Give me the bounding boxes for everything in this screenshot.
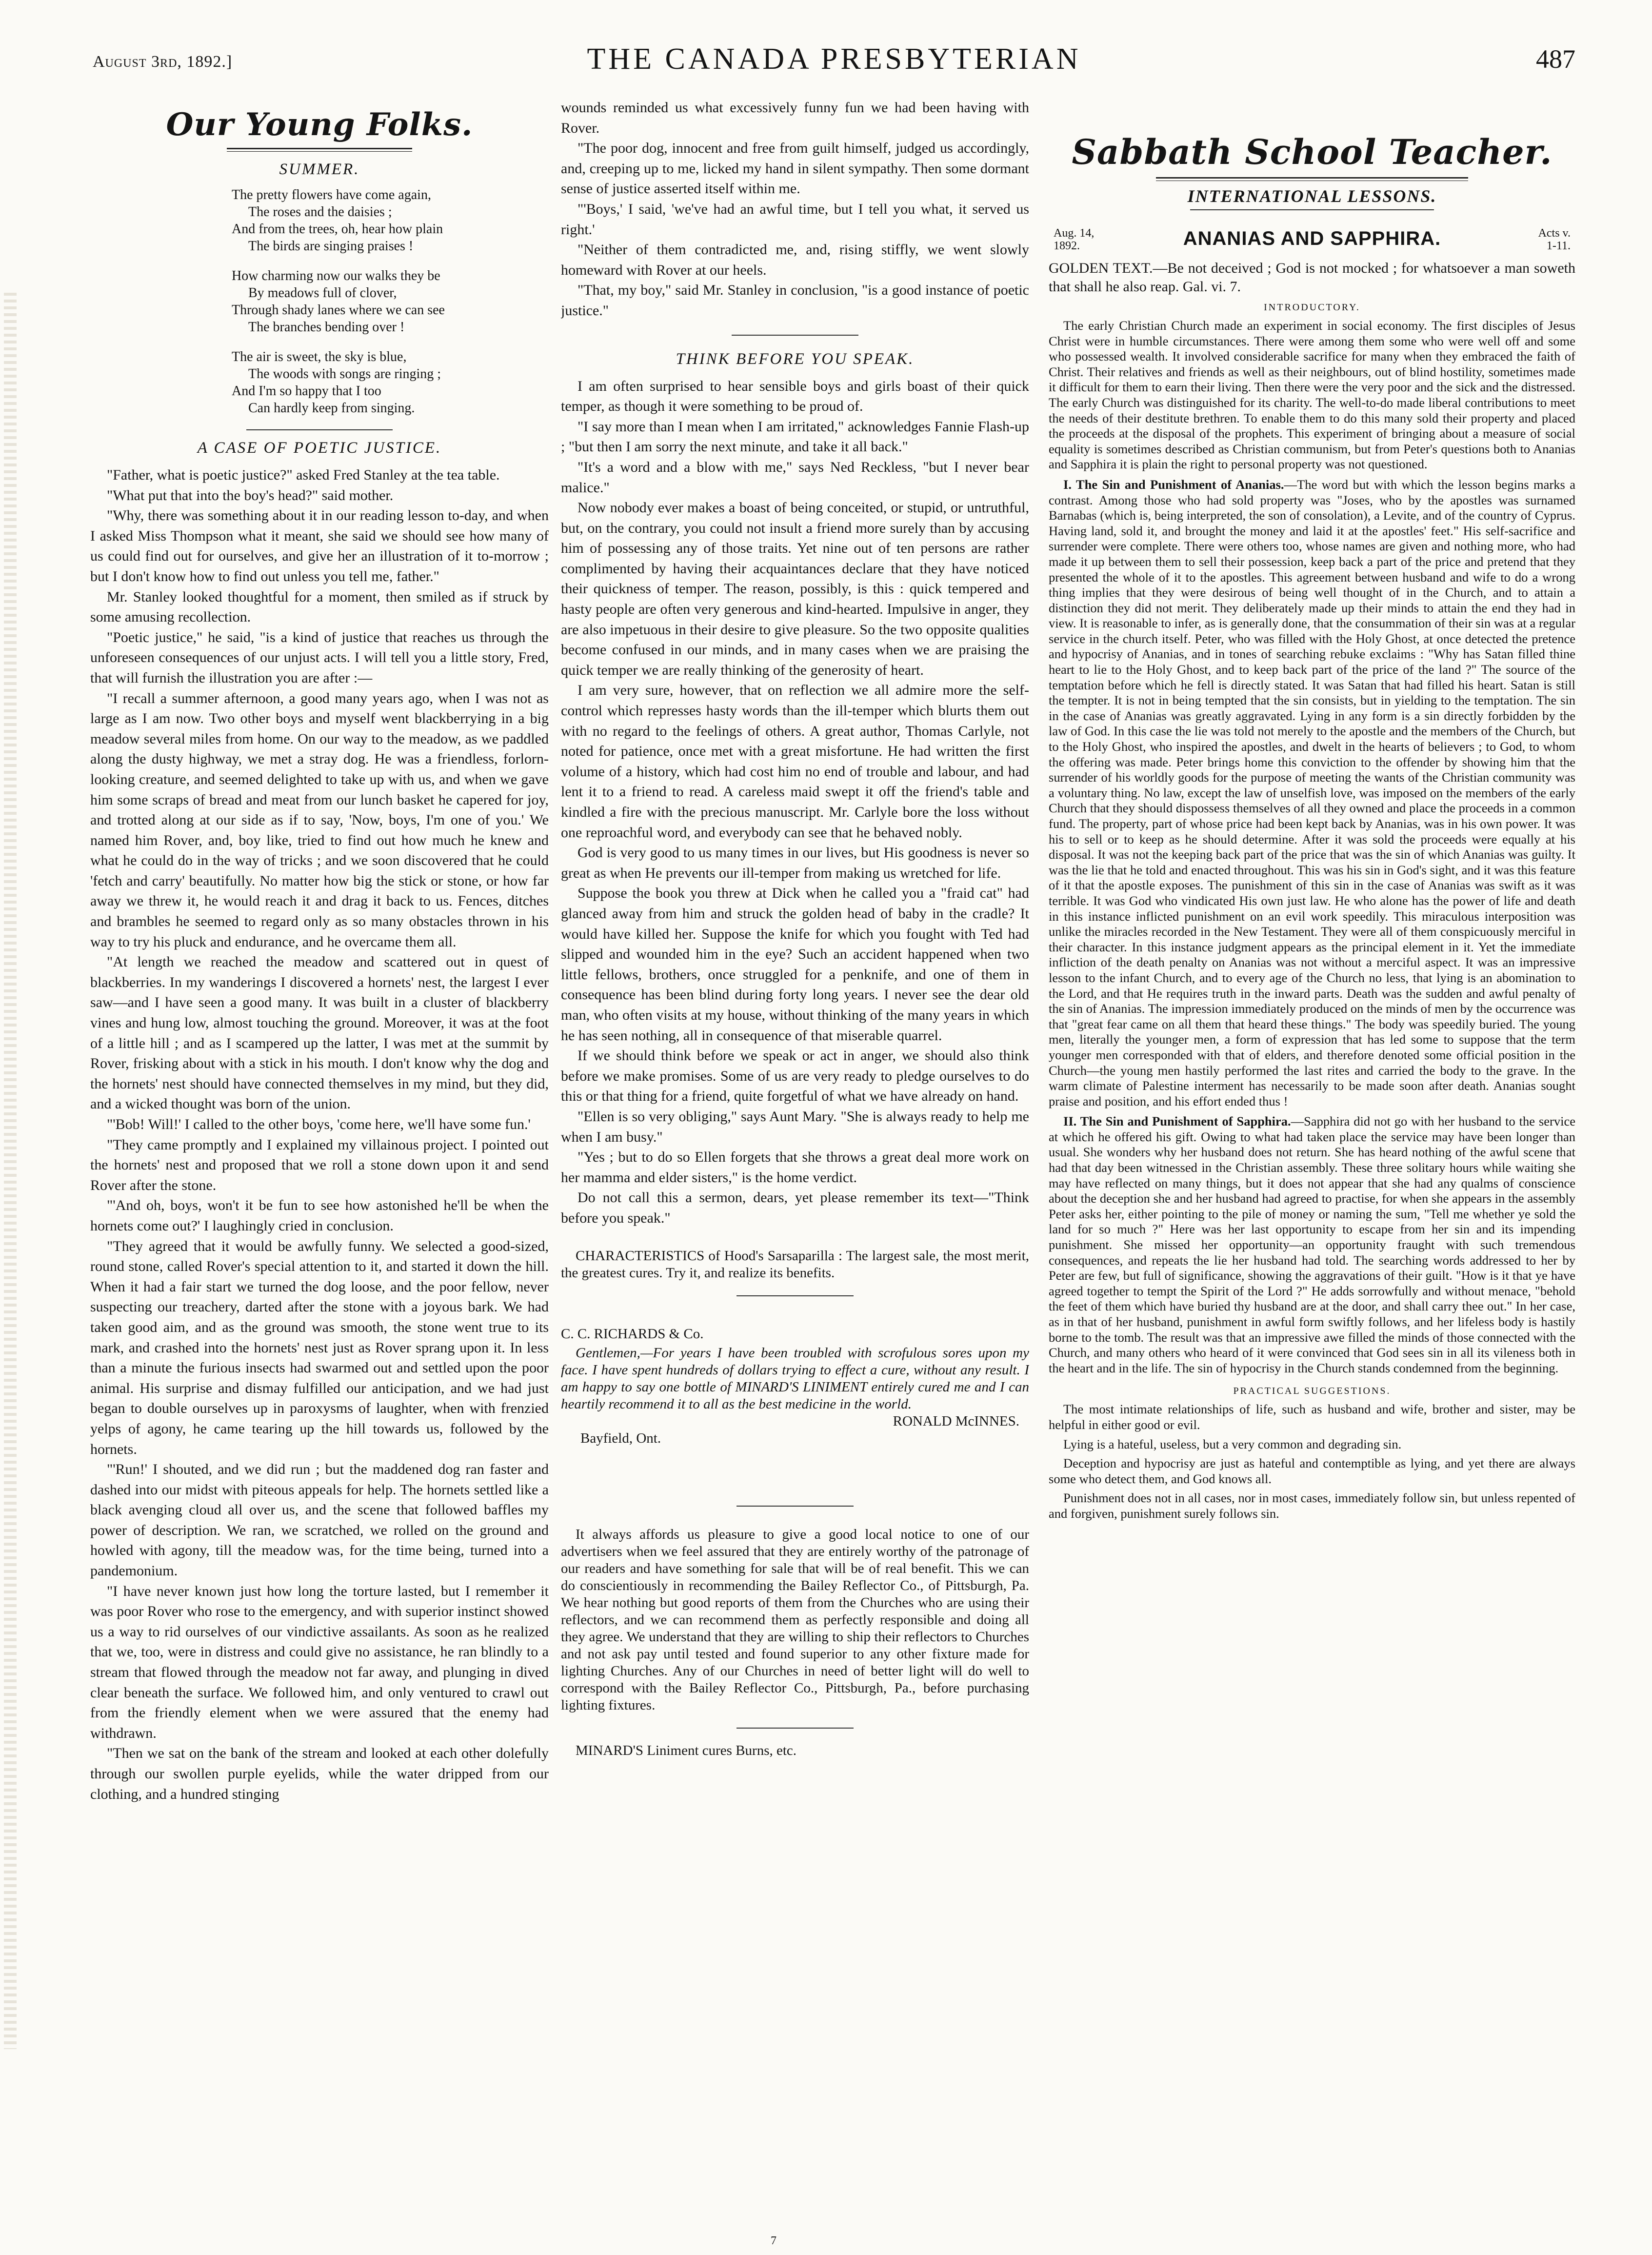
letter-signature: RONALD McINNES. <box>893 1413 1019 1430</box>
story-continuation <box>561 98 1029 321</box>
paragraph: I. The Sin and Punishment of Ananias.—The word but with which the lesson begins marks a contrast. Among those who had sold property was "Joses, who by the apostles was surnamed Barnabas (which is, being interpreted, the son of consolation), a Levite, and of the country of Cyprus. Having land, sold it, and brought the money and laid it at the apostles' feet." His self-sacrifice and surrender were complete. There were others too, whose names are given and nothing more, who had made it up between them to sell their possession, keep back a part of the price and pretend that they presented the whole of it to the apostles. This agreement between husband and wife to do a wrong thing implies that they were desirous of being well thought of in the Church, and to attain a distinction they did not merit. They deliberately made up their minds to attain the end they had in view. It is reasonable to infer, as is generally done, that the consummation of their sin was at a regular service in the church itself. Peter, who was filled with the Holy Ghost, at once detected the pretence and hypocrisy of Ananias, and in tones of searching rebuke exclaims : "Why has Satan filled thine heart to lie to the Holy Ghost, and to keep back part of the price of the land ?" The source of the temptation before which he fell is directly stated. It was Satan that had filled his heart. Satan is still the tempter. It is not in being tempted that the sin consists, but in yielding to the temptation. The sin in the case of Ananias was greatly aggravated. Lying in any form is a sin directly forbidden by the law of God. In this case the lie was told not merely to the apostle and the members of the Church, but to the Holy Ghost, who inspired the apostles, and dwelt in the hearts of believers ; to God, to whom the offering was made. Peter brings home this conviction to the offender by showing him that the surrender of his worldly goods for the purpose of meeting the wants of the Christian community was a voluntary thing. No law, except the law of unselfish love, was imposed on the members of the early Church that they should dispossess themselves of all they owned and place the proceeds in a common fund. The property, part of whose price had been kept back by Ananias, was in his own power. It was his to sell or to keep as he should determine. After it was sold the proceeds were equally at his disposal. It was not the keeping back part of the price that was the sin of which Ananias was guilty. It was the lie that he told and enacted throughout. This was his sin in God's sight, and it was this feature of it that the apostle exposes. The punishment of this sin in the case of Ananias was swift as it was terrible. It was God who vindicated His own just law. He who alone has the power of life and death in this instance inflicted punishment on an evil work speedily. This miraculous interposition was unlike the miracles recorded in the New Testament. They were all of them conspicuously merciful in their character. In this instance judgment appears as the principal element in it. Yet the immediate infliction of the death penalty on Ananias was not without a merciful aspect. It was an impressive lesson to the infant Church, and to every age of the Church no less, that lying is an abomination to the Lord, and that He requires truth in the inward parts. Death was the sudden and awful penalty of the sin of Ananias. The impression immediately produced on the minds of men by the occurrence was that "great fear came on all them that heard these things." The body was speedily buried. The young men, literally the younger men, a form of expression that has led some to suppose that the term younger men corresponded with that of elders, and therefore denoted some official position in the Church—the young men hastily performed the last rites and carried the body to the grave. In the warm climate of Palestine interment has necessarily to be made soon after death. Ananias sought praise and position, and his effort ended thus ! <box>1049 477 1575 1108</box>
lesson-title: ANANIAS AND SAPPHIRA. <box>1183 228 1441 249</box>
page-number: 487 <box>1536 44 1575 74</box>
masthead-rule <box>227 148 412 152</box>
poem-line: The woods with songs are ringing ; <box>248 366 441 382</box>
paragraph: "'Boys,' I said, 'we've had an awful time, but I tell you what, it served us right.' <box>561 201 1029 238</box>
poem-line: The air is sweet, the sky is blue, <box>232 349 407 364</box>
minard-burns-ad <box>561 1742 1029 1759</box>
ad-rule <box>736 1295 854 1296</box>
practical-heading: PRACTICAL SUGGESTIONS. <box>1233 1386 1391 1397</box>
think-title: THINK BEFORE YOU SPEAK. <box>676 350 915 368</box>
suggestion: Punishment does not in all cases, nor in most cases, immediately follow sin, but unless repented of and forgiven, punishment surely follows sin. <box>1049 1490 1575 1521</box>
column-young-folks <box>90 98 549 2225</box>
poem-stanza <box>232 267 549 336</box>
story-title: A CASE OF POETIC JUSTICE. <box>197 439 442 457</box>
ad-text: MINARD'S Liniment cures Burns, etc. <box>576 1743 797 1759</box>
paragraph: "I recall a summer afternoon, a good many years ago, when I was not as large as I am now. Two other boys and myself went blackberrying in a big meadow several miles from home. On our way to the meadow, as we paddled along the dusty highway, we met a stray dog. He was a friendless, forlorn-looking creature, and seemed delighted to take up with us, and when we gave him some scraps of bread and meat from our lunch basket he capered for joy, and trotted along at our side as if to say, 'Now, boys, I'm one of you.' We named him Rover, and, boy like, tried to find out how much he knew and what he could do in the way of tricks ; and we soon discovered that he could 'fetch and carry' beautifully. No matter how big the stick or stone, or how far away we threw it, he would reach it and drag it back to us. Fences, ditches and brambles he seemed to regard only as so many obstacles thrown in his way to try his pluck and endurance, and he overcame them all. <box>90 690 549 950</box>
running-head <box>93 42 1575 86</box>
paragraph: Now nobody ever makes a boast of being conceited, or stupid, or untruthful, but, on the contrary, you could not insult a friend more surely than by accusing him of possessing any of those traits. Yet nine out of ten persons are rather complimented by having their acquaintances declare that they have noticed their quickness of temper. The reason, possibly, is this : quick tempered and hasty people are often very generous and kind-hearted. Impulsive in anger, they are also impetuous in their desire to give pleasure. So the two opposite qualities become confused in our minds, and in many cases when we are praising the quick temper we are really thinking of the generosity of heart. <box>561 500 1029 678</box>
section-rule <box>246 429 393 430</box>
lesson-ref-line: 1-11. <box>1546 240 1571 252</box>
ad-text: CHARACTERISTICS of Hood's Sarsaparilla : The largest sale, the most merit, the greatest cures. Try it, and realize its benefits. <box>561 1248 1029 1281</box>
story-body <box>90 465 549 1804</box>
ad-rule <box>736 1728 854 1729</box>
letter-place: Bayfield, Ont. <box>580 1430 661 1447</box>
paragraph: "That, my boy," said Mr. Stanley in conclusion, "is a good instance of poetic justice." <box>561 282 1029 319</box>
binding-edge <box>4 293 17 2049</box>
poem-line: How charming now our walks they be <box>232 268 440 283</box>
section-text: The word but with which the lesson begins marks a contrast. Among those who had sold property was "Joses, who by the apostles was surnamed Barnabas (which is, being interpreted, the son of consolation), a Levite, and of the country of Cyprus. Having land, sold it, and brought the money and laid it at the apostles' feet." His self-sacrifice and surrender were complete. There were others too, whose names are given and nothing more, who had made it up between them to sell their possession, keep back a part of the price and pretend that they presented the whole of it to the apostles. This agreement between husband and wife to do a wrong thing implies that they were desirous of being well thought of in the Church, and to attain a distinction they did not merit. They deliberately made up their minds to attain the end they had in view. It is reasonable to infer, as is generally done, that the consummation of their sin was at a regular service in the church itself. Peter, who was filled with the Holy Ghost, at once detected the pretence and hypocrisy of Ananias, and in tones of searching rebuke exclaims : "Why has Satan filled thine heart to lie to the Holy Ghost, and to keep back part of the price of the land ?" The source of the temptation before which he fell is directly stated. It was Satan that had filled his heart. Satan is still the tempter. It is not in being tempted that the sin consists, but in yielding to the temptation. The sin in the case of Ananias was greatly aggravated. Lying in any form is a sin directly forbidden by the law of God. In this case the lie was told not merely to the apostle and the members of the Church, but to the Holy Ghost, who inspired the apostles, and dwelt in the hearts of believers ; to God, to whom the offering was made. Peter brings home this conviction to the offender by showing him that the surrender of his worldly goods for the purpose of meeting the wants of the Christian community was a voluntary thing. No law, except the law of unselfish love, was imposed on the members of the early Church that they should dispossess themselves of all they owned and place the proceeds in a common fund. The property, part of whose price had been kept back by Ananias, was in his own power. It was his to sell or to keep as he should determine. After it was sold the proceeds were equally at his disposal. It was not the keeping back part of the price that was the sin of which Ananias was guilty. It was the lie that he told and enacted throughout. This was his sin in God's sight, and it was this feature of it that the apostle exposes. The punishment of this sin in the case of Ananias was swift as it was terrible. It was God who vindicated His own just law. He who alone has the power of life and death in this instance inflicted punishment on an evil work speedily. This miraculous interposition was unlike the miracles recorded in the New Testament. They were all of them conspicuously merciful in their character. In this instance judgment appears as the principal element in it. Yet the immediate infliction of the death penalty on Ananias was not without a merciful aspect. It was an impressive lesson to the infant Church, and to every age of the Church no less, that lying is an abomination to the Lord, and that He requires truth in the inward parts. Death was the sudden and awful penalty of the sin of Ananias. The impression immediately produced on the minds of men by the occurrence was that "great fear came on all them that heard these things." The body was speedily buried. The young men, literally the younger men, a form of expression that has led some to suppose that the term younger men corresponded with that of elders, and therefore denoted some official position in the Church—the young men hastily performed the last rites and carried the body to the grave. In the warm climate of Palestine interment has necessarily to be made soon after death. Ananias sought praise and position, and his effort ended thus ! <box>1049 477 1575 1108</box>
poem-line: The branches bending over ! <box>248 320 405 335</box>
section-rule <box>1190 209 1434 210</box>
young-folks-masthead: Our Young Folks. <box>166 106 473 143</box>
poem-summer <box>232 186 549 417</box>
poem-line: The pretty flowers have come again, <box>232 187 431 202</box>
poem-line: Through shady lanes where we can see <box>232 302 445 318</box>
lesson-header <box>1049 225 1575 259</box>
letter-body: Gentlemen,—For years I have been troubled with scrofulous sores upon my face. I have spent hundreds of dollars trying to effect a cure, without any result. I am happy to say one bottle of MINARD'S LINIMENT entirely cured me and I can heartily recommend it to all as the best medicine in the world. <box>561 1345 1029 1412</box>
ad-rule <box>736 1506 854 1507</box>
letter-addressee: C. C. RICHARDS & Co. <box>561 1326 704 1342</box>
lesson-date-line: 1892. <box>1054 240 1080 252</box>
suggestion: The most intimate relationships of life, such as husband and wife, brother and sister, may be helpful in either good or evil. <box>1049 1402 1575 1432</box>
paragraph: "Then we sat on the bank of the stream and looked at each other dolefully through our swollen purple eyelids, while the water dripped from our clothing, and a hundred stinging <box>90 1745 549 1802</box>
paragraph: "'And oh, boys, won't it be fun to see how astonished he'll be when the hornets come out?' I laughingly cried in conclusion. <box>90 1197 549 1234</box>
lesson-body <box>1049 318 1575 1376</box>
reflector-notice <box>561 1526 1029 1714</box>
paragraph: "Father, what is poetic justice?" asked Fred Stanley at the tea table. <box>107 467 500 483</box>
poem-line: And I'm so happy that I too <box>232 383 381 399</box>
poem-stanza <box>232 186 549 255</box>
paragraph: wounds reminded us what excessively funny fun we had been having with Rover. <box>561 100 1029 136</box>
lesson-date-line: Aug. 14, <box>1054 227 1095 240</box>
newspaper-title: THE CANADA PRESBYTERIAN <box>587 42 1081 76</box>
lesson-ref-line: Acts v. <box>1538 227 1571 240</box>
section-heading: I. The Sin and Punishment of Ananias. <box>1063 477 1284 492</box>
section-rule <box>732 335 858 336</box>
introductory-heading: INTRODUCTORY. <box>1264 302 1360 313</box>
paragraph: "At length we reached the meadow and scattered out in quest of blackberries. In my wanderings I discovered a hornets' nest, the largest I ever saw—and I have seen a good many. It was built in a cluster of blackberry vines and hung low, almost touching the ground. Moreover, it was at the foot of a little hill ; and as I scampered up the latter, I was met at the summit by Rover, frisking about with a stick in his mouth. I don't know why the dog and the hornets' nest should have connected themselves in my mind, but they did, and a wicked thought was born of the union. <box>90 954 549 1112</box>
poem-line: And from the trees, oh, hear how plain <box>232 221 443 237</box>
paragraph: "'Bob! Will!' I called to the other boys, 'come here, we'll have some fun.' <box>107 1116 531 1132</box>
hood-advertisement <box>561 1248 1029 1282</box>
poem-line: The roses and the daisies ; <box>248 204 392 220</box>
paragraph: "Poetic justice," he said, "is a kind of justice that reaches us through the unforeseen consequences of our unjust acts. I will tell you a little story, Fred, that will furnish the illustration you are after :— <box>90 629 549 686</box>
suggestion: Deception and hypocrisy are just as hateful and contemptible as lying, and yet there are always some who detect them, and God knows all. <box>1049 1456 1575 1486</box>
section-text: Sapphira did not go with her husband to the service at which he offered his gift. Owing to what had taken place the service may have been longer than usual. She wonders why her husband does not return. She has heard nothing of the awful scene that had that day been witnessed in the Christian assembly. These three solitary hours while waiting she may have reflected on many things, but it does not appear that she had any qualms of conscience about the deception she and her husband had agreed to practise, for when she appears in the assembly Peter asks her, either pointing to the pile of money or naming the sum, "Tell me whether ye sold the land for so much ?" Here was her last opportunity to escape from her sin and its impending punishment. She missed her opportunity—an opportunity fraught with such tremendous consequences, and repeats the lie her husband had told. The searching words addressed to her by Peter are few, but full of significance, showing the aggravations of their guilt. "How is it that ye have agreed together to tempt the Spirit of the Lord ?" He adds sorrowfully and without menace, "behold the feet of them which have buried thy husband are at the door, and shall carry thee out." In her case, as in that of her husband, punishment in awful form swiftly follows, and her lifeless body is hastily borne to the tomb. The result was that an impressive awe filled the minds of those connected with the Church, and many others who heard of it were convinced that God sees sin in all its vileness both in the heart and in the life. The sin of hypocrisy in the Church stands condemned from the beginning. <box>1049 1114 1575 1375</box>
poem-line: By meadows full of clover, <box>248 285 397 301</box>
paragraph: "Why, there was something about it in our reading lesson to-day, and when I asked Miss Thompson what it meant, she said we should see how many of us could find out for ourselves, and give her an illustration of it to-morrow ; but I don't know how to find out unless you tell me, father." <box>90 507 549 584</box>
paragraph: "I say more than I mean when I am irritated," acknowledges Fannie Flash-up ; "but then I am sorry the next minute, and take it all back." <box>561 418 1029 455</box>
poem-line: The birds are singing praises ! <box>248 239 414 254</box>
paragraph: "'Run!' I shouted, and we did run ; but the maddened dog ran faster and dashed into our midst with piteous appeals for help. The hornets settled like a black avenging cloud all over us, and the scene that followed baffles my power of description. We ran, we scratched, we rolled on the ground and howled with agony, till the meadow was, for the time being, turned into a pandemonium. <box>90 1461 549 1579</box>
column-sabbath-school <box>1049 98 1575 2225</box>
poem-line: Can hardly keep from singing. <box>248 401 415 416</box>
signature-mark: 7 <box>771 2235 776 2247</box>
section-heading: II. The Sin and Punishment of Sapphira. <box>1063 1114 1291 1129</box>
golden-text: GOLDEN TEXT.—Be not deceived ; God is not mocked ; for whatsoever a man soweth that shall he also reap. Gal. vi. 7. <box>1049 260 1575 295</box>
paragraph: Suppose the book you threw at Dick when he called you a "fraid cat" had glanced away from him and struck the golden head of baby in the cradle? It would have killed her. Suppose the knife for which you fought with Ted had slipped and wounded him in the eye? Such an accident happened when two little fellows, brothers, once struggled for a penknife, and one of them in consequence has been blind during forty long years. I never see the dear old man, who often visits at my house, without thinking of the many years in which he has seen nothing, all in consequence of that miserable quarrel. <box>561 885 1029 1044</box>
paragraph: "I have never known just how long the torture lasted, but I remember it was poor Rover who rose to the emergency, and with superior instinct showed us a way to rid ourselves of our vindictive assailants. As soon as he realized that we, too, were in distress and could give no assistance, he ran blindly to a stream that flowed through the meadow not far away, and plunging in dived clear beneath the surface. We followed him, and only ventured to crawl out from the friendly element when we were assured that the enemy had withdrawn. <box>90 1583 549 1741</box>
think-body <box>561 376 1029 1228</box>
paragraph: "What put that into the boy's head?" said mother. <box>107 487 394 503</box>
masthead-rule <box>1156 177 1468 181</box>
lesson-reference <box>1538 227 1571 252</box>
paragraph: The early Christian Church made an experiment in social economy. The first disciples of Jesus Christ were in humble circumstances. There were among them some who were well off and some who possessed wealth. It involved considerable sacrifice for many when they embraced the faith of Christ. Their relatives and friends as well as their neighbours, out of blind hostility, sometimes made it difficult for them to earn their living. Then there were the very poor and the sick and the distressed. The early Church was distinguished for its charity. The well-to-do made liberal contributions to meet the needs of their destitute brethren. To enable them to do this many sold their property and placed the proceeds at the disposal of the prophets. This experiment of bringing about a measure of social equality is sometimes described as Christian communism, but from Peter's questions both to Ananias and Sapphira it is plain the right to personal property was not questioned. <box>1049 318 1575 472</box>
paragraph: Do not call this a sermon, dears, yet please remember its text—"Think before you speak." <box>561 1189 1029 1226</box>
paragraph: "Neither of them contradicted me, and, rising stiffly, we went slowly homeward with Rover at our heels. <box>561 242 1029 278</box>
paragraph: God is very good to us many times in our lives, but His goodness is never so great as when He prevents our ill-temper from making us wretched for life. <box>561 845 1029 881</box>
column-middle <box>561 98 1029 2225</box>
paragraph: "They came promptly and I explained my villainous project. I pointed out the hornets' nest and proposed that we roll a stone down upon it and send Rover after the stone. <box>90 1136 549 1193</box>
practical-suggestions <box>1049 1402 1575 1521</box>
poem-stanza <box>232 348 549 417</box>
minard-letter <box>561 1326 1029 1447</box>
poem-title: SUMMER. <box>279 161 360 178</box>
issue-date: August 3rd, 1892.] <box>93 53 233 71</box>
paragraph: If we should think before we speak or act in anger, we should also think before we make promises. Some of us are very ready to pledge ourselves to do this or that thing for a friend, quite forgetful of what we have already on hand. <box>561 1047 1029 1105</box>
paragraph: II. The Sin and Punishment of Sapphira.—Sapphira did not go with her husband to the service at which he offered his gift. Owing to what had taken place the service may have been longer than usual. She wonders why her husband does not return. She has heard nothing of the awful scene that had that day been witnessed in the Christian assembly. These three solitary hours while waiting she may have reflected on many things, but it does not appear that she had any qualms of conscience about the deception she and her husband had agreed to practise, for when she appears in the assembly Peter asks her, either pointing to the pile of money or naming the sum, "Tell me whether ye sold the land for so much ?" Here was her last opportunity to escape from her sin and its impending punishment. She missed her opportunity—an opportunity fraught with such tremendous consequences, and repeats the lie her husband had told. The searching words addressed to her by Peter are few, but full of significance, showing the aggravations of their guilt. "How is it that ye have agreed together to tempt the Spirit of the Lord ?" He adds sorrowfully and without menace, "behold the feet of them which have buried thy husband are at the door, and shall carry thee out." In her case, as in that of her husband, punishment in awful form swiftly follows, and her lifeless body is hastily borne to the tomb. The result was that an impressive awe filled the minds of those connected with the Church, and many others who heard of it were convinced that God sees sin in all its vileness both in the heart and in the life. The sin of hypocrisy in the Church stands condemned from the beginning. <box>1049 1114 1575 1375</box>
suggestion: Lying is a hateful, useless, but a very common and degrading sin. <box>1063 1436 1402 1451</box>
paragraph: Mr. Stanley looked thoughtful for a moment, then smiled as if struck by some amusing recollection. <box>90 588 549 625</box>
international-lessons: INTERNATIONAL LESSONS. <box>1187 186 1437 206</box>
paragraph: "The poor dog, innocent and free from guilt himself, judged us accordingly, and, creeping up to me, licked my hand in silent sympathy. Then some dormant sense of justice asserted itself within me. <box>561 140 1029 197</box>
paragraph: "Ellen is so very obliging," says Aunt Mary. "She is always ready to help me when I am busy." <box>561 1108 1029 1145</box>
paragraph: "Yes ; but to do so Ellen forgets that she throws a great deal more work on her mamma and elder sisters," is the home verdict. <box>561 1149 1029 1186</box>
paragraph: I am often surprised to hear sensible boys and girls boast of their quick temper, as though it were something to be proud of. <box>561 378 1029 415</box>
paragraph: "It's a word and a blow with me," says Ned Reckless, "but I never bear malice." <box>561 459 1029 496</box>
notice-text: It always affords us pleasure to give a good local notice to one of our advertisers when we feel assured that they are entirely worthy of the patronage of our readers and have something for sale that will be of real benefit. This we can do conscientiously in recommending the Bailey Reflector Co., of Pittsburgh, Pa. We hear nothing but good reports of them from the Churches who are using their reflectors, and we can recommend them as perfectly responsible and doing all they agree. We understand that they are willing to ship their reflectors to Churches and not ask pay until tested and found superior to any other fixture made for lighting Churches. Any of our Churches in need of better light will do well to correspond with the Bailey Reflector Co., Pittsburgh, Pa., before purchasing lighting fixtures. <box>561 1527 1029 1713</box>
paragraph: I am very sure, however, that on reflection we all admire more the self-control which represses hasty words than the ill-temper which blurts them out with no regard to the feelings of others. A great author, Thomas Carlyle, not noted for patience, once met with a great misfortune. He had written the first volume of a history, which had cost him no end of trouble and labour, and had lent it to a friend to read. A careless maid swept it off the friend's table and kindled a fire with the precious manuscript. Mr. Carlyle bore the loss without one reproachful word, and everybody can see that he behaved nobly. <box>561 682 1029 841</box>
paragraph: "They agreed that it would be awfully funny. We selected a good-sized, round stone, called Rover's special attention to it, and started it down the hill. When it had a fair start we turned the dog loose, and the poor fellow, never suspecting our treachery, darted after the stone with a joyous bark. We had taken good aim, and as the ground was smooth, the stone went true to its mark, and crashed into the hornets' nest just as Rover sprang upon it. In less than a minute the furious insects had swarmed out and settled upon the poor animal. His surprise and dismay fulfilled our anticipation, and we had just began to double ourselves up in paroxysms of laughter, when with frenzied yelps of agony, he came tearing up the hill towards us, followed by the hornets. <box>90 1238 549 1457</box>
sabbath-school-masthead: Sabbath School Teacher. <box>1072 132 1552 172</box>
